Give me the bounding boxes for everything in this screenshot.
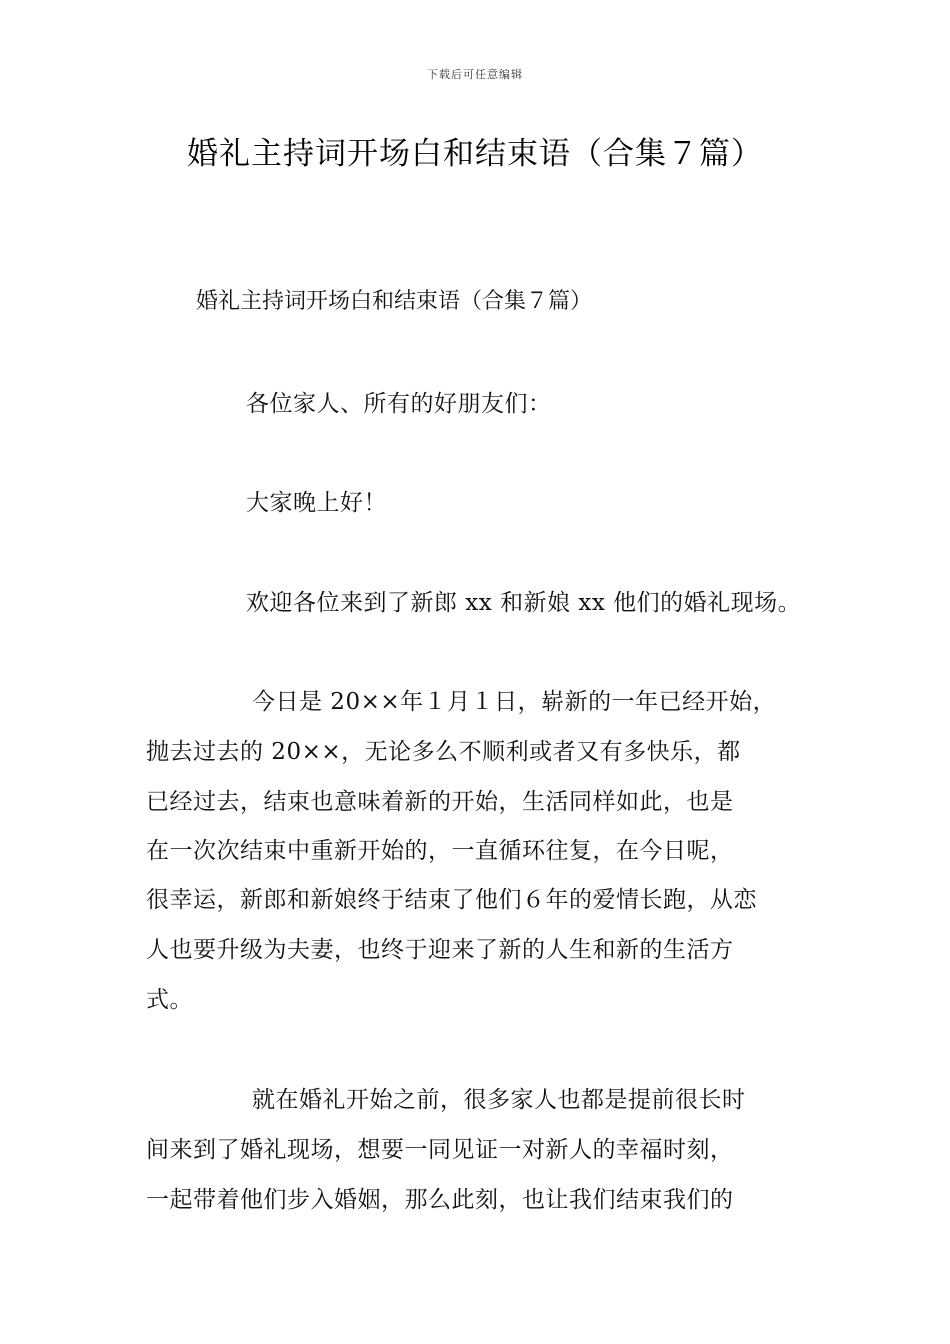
paragraph-line: 今日是 20××年１月１日，崭新的一年已经开始，	[252, 689, 777, 715]
paragraph-line: 很幸运，新郎和新娘终于结束了他们６年的爱情长跑，从恋	[146, 887, 757, 913]
paragraph-line: 已经过去，结束也意味着新的开始，生活同样如此，也是	[146, 789, 734, 815]
paragraph-line: 就在婚礼开始之前，很多家人也都是提前很长时	[252, 1087, 746, 1113]
paragraph-line: 间来到了婚礼现场，想要一同见证一对新人的幸福时刻，	[146, 1137, 734, 1163]
paragraph-line: 抛去过去的 20××，无论多么不顺利或者又有多快乐，都	[146, 739, 741, 765]
evening-line: 大家晚上好！	[246, 490, 387, 516]
document-title: 婚礼主持词开场白和结束语（合集７篇）	[187, 136, 763, 172]
greeting-line: 各位家人、所有的好朋友们：	[246, 391, 552, 417]
paragraph-line: 在一次次结束中重新开始的，一直循环往复，在今日呢，	[146, 838, 734, 864]
header-note: 下载后可任意编辑	[427, 68, 523, 81]
subtitle: 婚礼主持词开场白和结束语（合集７篇）	[196, 289, 593, 314]
paragraph-line: 式。	[146, 987, 193, 1013]
welcome-line: 欢迎各位来到了新郎 xx 和新娘 xx 他们的婚礼现场。	[246, 590, 802, 616]
paragraph-line: 人也要升级为夫妻，也终于迎来了新的人生和新的生活方	[146, 937, 734, 963]
paragraph-line: 一起带着他们步入婚姻，那么此刻，也让我们结束我们的	[146, 1187, 734, 1213]
